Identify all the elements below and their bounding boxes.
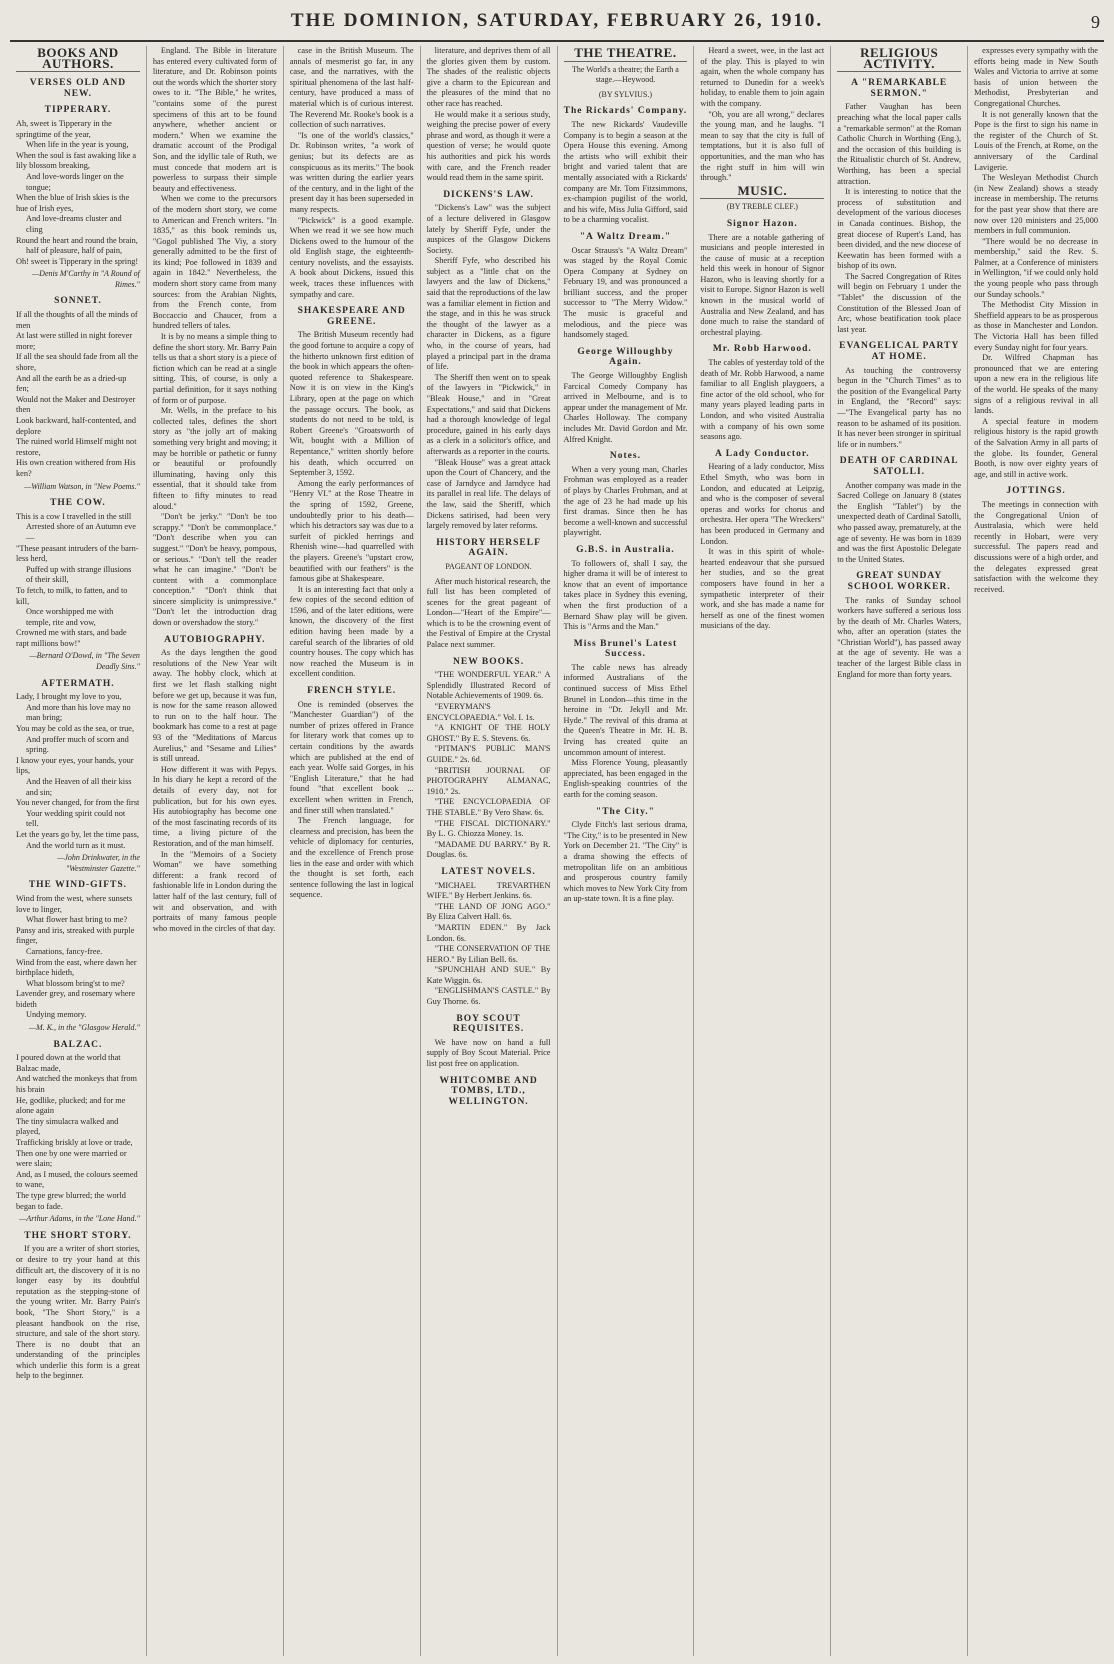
article-subheading: DEATH OF CARDINAL SATOLLI. (839, 456, 959, 477)
poem-line: The tiny simulacra walked and played, (16, 1116, 119, 1137)
poem-line: Trafficking briskly at love or trade, (16, 1138, 133, 1147)
poem-line: Carnations, fancy-free. (26, 946, 103, 956)
article-heading: AUTOBIOGRAPHY. (164, 634, 266, 645)
article-subheading: JOTTINGS. (1006, 486, 1066, 497)
poem-line: He, godlike, plucked; and for me alone again (16, 1095, 126, 1116)
article-paragraph: How different it was with Pepys. In his diary he kept a record of the details of every day, not for publication, but for his own eyes. His autobiography has become one of the most fascinating records of its time, a living picture of the Restoration, and of the man himself. (152, 764, 277, 848)
article-paragraph: The new Rickards' Vaudeville Company is to begin a season at the Opera House this evening. Among the artists who will exhibit their bright and varied talent that are mentally associated with a Rickards' company are Mr. Tom Fitzsimmons, ex-champion pugilist of the world, and his wife, Miss Julia Gifford, said to be a charming vocalist. (563, 119, 688, 225)
article-heading: FRENCH STYLE. (307, 686, 397, 697)
book-listing: "THE WONDERFUL YEAR." A Splendidly Illustrated Record of Notable Achievements of 1909. 6s. (426, 670, 551, 701)
poem-line: And the Heaven of all their kiss and sin; (26, 777, 132, 797)
poem-line: I poured down at the world that Balzac made, (16, 1053, 121, 1073)
article-subheading: A Lady Conductor. (715, 448, 810, 459)
article-paragraph: When a very young man, Charles Frohman was employed as a reader of plays by Charles Frohman, and at the age of 23 he had made up his first dramas. Since then he has become a well-known and successful playwright. (563, 464, 688, 538)
article-paragraph: He would make it a serious study, weighing the precise power of every phrase and word, as though it were a question of verse; he would quote his authorities and pick his words with care, and the French reader would read them in the same spirit. (426, 109, 551, 183)
article-paragraph: In the "Memoirs of a Society Woman" we have something different: a frank record of fashionable life in London during the latter half of the last century, full of wit and observation, and with portraits of many famous people who moved in the circles of that day. (152, 849, 277, 933)
article-paragraph: Among the early performances of "Henry VI." at the Rose Theatre in the spring of 1592, Greene, undoubtedly prior to his death—which his detractors say was due to a surfeit of pickled herrings and Rhenish wine—had quarrelled with the players. Greene's "upstart crow, beautified with our feathers" is the famous gibe at Shakespeare. (289, 478, 414, 584)
article-paragraph: The cable news has already informed Australians of the continued success of Miss Ethel Brunel in London—this time in the heroine in "Dr. Jekyll and Mr. Hyde." The revival of this drama at the Queen's Theatre in Mr. H. B. Irving has created quite an uncommon amount of interest. (563, 662, 688, 757)
section-byline: (BY TREBLE CLEF.) (726, 202, 798, 212)
article-paragraph: After much historical research, the full list has been completed of scenes for the great pageant of London—"Heart of the Empire"—which is to be the crowning event of the Festival of Empire at the Crystal Palace next summer. (426, 576, 551, 650)
poem-title: TIPPERARY. (44, 105, 112, 116)
article-paragraph: Oscar Strauss's "A Waltz Dream" was staged by the Royal Comic Opera Company at Sydney on February 19, and was pronounced a brilliant success, and the proper successor to "The Merry Widow." The music is graceful and melodious, and the piece was handsomely staged. (563, 245, 688, 340)
article-paragraph: Another company was made in the Sacred College on January 8 (states the English "Tablet") by the unexpected death of Cardinal Satolli, who passed away, prematurely, at the age of seventy. He was born in 1839 and was the first Apostolic Delegate to the United States. (837, 480, 962, 564)
section-heading: MUSIC. (700, 186, 824, 200)
article-paragraph: Hearing of a lady conductor, Miss Ethel Smyth, who was born in London, and educated at Leipzig, and who is the composer of several operas and works for chorus and orchestra. Her opera "The Wreckers" has been produced in Germany and London. (700, 462, 825, 546)
novel-listing: "THE LAND OF JONG AGO." By Eliza Calvert Hall. 6s. (426, 901, 551, 922)
article-paragraph: England. The Bible in literature has entered every cultivated form of literature, and Dr. Robinson points out the words which the shorter story owes to it. "The Bible," he writes, "contains some of the purest specimens of this art to be found anywhere, whether ancient or modern." When we examine the dramatic account of the Prodigal Son, and the idyllic tale of Ruth, we must concede that modern art is powerless to surpass their simple beauty and effectiveness. (152, 46, 277, 193)
poem (16, 310, 140, 480)
poem-attribution: —Arthur Adams, in the "Lone Hand." (19, 1214, 140, 1224)
novel-listing: "SPUNCHIAH AND SUE." By Kate Wiggin. 6s. (426, 965, 551, 985)
article-paragraph: It is an interesting fact that only a few copies of the second edition of 1596, and of the later editions, were known, the discovery of the first edition having been made by a careful search of the libraries of old country houses. The copy which has now reached the Museum is in excellent condition. (289, 584, 414, 679)
poem (16, 894, 140, 1021)
book-listing: "PITMAN'S PUBLIC MAN'S GUIDE." 2s. 6d. (426, 744, 551, 764)
poem-line: When life in the year is young, (26, 140, 129, 150)
article-paragraph: Miss Florence Young, pleasantly appreciated, has been engaged in the English-speaking countries of the earth for the coming season. (563, 758, 688, 799)
article-paragraph: One is reminded (observes the "Manchester Guardian") of the number of prizes offered in France for literary work that comes up to certain conditions by the awards which are published at the end of each year. Wolfe said Gorges, in his "English Literature," that he had found "that excellent book ... excellent when written in French, and finer still when translated." (289, 699, 414, 815)
poem-line: At last were stilled in night forever more; (16, 331, 133, 351)
article-paragraph: "Bleak House" was a great attack upon the Court of Chancery, and the case of Jarndyce and Jarndyce had its parallel in real life. The delays of the law, said the Sheriff, which Dickens satirised, had been very largely removed by later reforms. (426, 457, 551, 531)
article-paragraph: case in the British Museum. The annals of mesmerist go far, in any case, and the narratives, with the spiritual phenomena of the last half-century, have produced a mass of material which is of curious interest. The Reverend Mr. Rooke's book is a collection of such narratives. (289, 46, 414, 130)
column-books-and-authors (10, 46, 147, 1656)
poem-line: Ah, sweet is Tipperary in the springtime of the year, (16, 118, 112, 139)
column-books-continued (147, 46, 284, 1656)
poem-title: BALZAC. (53, 1039, 103, 1050)
book-listing: "MADAME DU BARRY." By R. Douglas. 6s. (426, 839, 551, 860)
article-paragraph: Mr. Wells, in the preface to his collected tales, defines the short story as "the jolly art of making something very bright and moving; it may be horrible or pathetic or funny or beautiful or profoundly illuminating, having only this essential, that it should take from fifteen to fifty minutes to read aloud." (152, 406, 277, 511)
column-music (694, 46, 831, 1656)
poem-line: I know your eyes, your hands, your lips, (16, 755, 134, 776)
poem-line: To fetch, to milk, to fatten, and to kill, (16, 585, 128, 606)
poem-line: Oh! sweet is Tipperary in the spring! (16, 256, 139, 266)
article-subheading: A "REMARKABLE SERMON." (851, 78, 948, 99)
column-shakespeare (284, 46, 421, 1656)
poem-line: The type grew blurred; the world began to fade. (16, 1190, 126, 1211)
article-subheading: George Willoughby Again. (577, 346, 674, 368)
article-subheading: Miss Brunel's Latest Success. (573, 638, 678, 660)
article-subheading: Mr. Robb Harwood. (712, 344, 812, 355)
article-subheading: PAGEANT OF LONDON. (445, 561, 532, 571)
poem-line: And proffer much of scorn and spring. (26, 734, 129, 755)
article-paragraph: If you are a writer of short stories, or desire to try your hand at this difficult art, the discovery of it is no longer easy by its doubtful reputation as the stepping-stone of the young writer. Mr. Barry Pain's book, "The Short Story," is a pleasant handbook on the rise, structure, and sale of the short story. There is no doubt that an understanding of the principles which underlie this form is a great help to the beginner. (16, 1244, 140, 1381)
section-heading: RELIGIOUS ACTIVITY. (837, 48, 961, 72)
poem (16, 692, 140, 851)
novel-listing: "MARTIN EDEN." By Jack London. 6s. (426, 922, 551, 943)
poem-attribution: —John Drinkwater, in the "Westminster Gazette." (57, 853, 140, 873)
poem-attribution: —M. K., in the "Glasgow Herald." (28, 1023, 140, 1033)
poem-line: Lavender grey, and rosemary where bideth (16, 989, 136, 1009)
article-heading: THE SHORT STORY. (24, 1230, 132, 1241)
poem-line: Pansy and iris, streaked with purple finger, (16, 925, 135, 946)
article-paragraph: Dr. Wilfred Chapman has pronounced that we are entering upon a new era in the religious life of the world. He speaks of the many signs of a religious revival in all lands. (974, 353, 1098, 416)
poem-line: And the world turn as it must. (26, 840, 126, 850)
column-theatre (558, 46, 695, 1656)
poem-line: And love-dreams cluster and cling (26, 214, 122, 234)
article-paragraph: Clyde Fitch's last serious drama, "The City," is to be presented in New York on December 21. "The City" is a drama showing the effects of metropolitan life on an ambitious and prosperous country family which moves to New York City from an up-state town. It is a fine play. (563, 820, 688, 904)
poem-attribution: —William Watson, in "New Poems." (24, 481, 140, 491)
column-religious-activity (831, 46, 968, 1656)
poem-line: You never changed, for from the first (16, 798, 140, 808)
poem-line: Would not the Maker and Destroyer then (16, 394, 136, 415)
poem-line: What blossom bring'st to me? (26, 978, 125, 988)
poem-line: Crowned me with stars, and bade rapt millions bow!" (16, 628, 127, 648)
masthead-title: THE DOMINION, SATURDAY, FEBRUARY 26, 1910. (290, 10, 824, 31)
poem-line: This is a cow I travelled in the still (16, 511, 132, 521)
poem-line: And watched the monkeys that from his brain (16, 1074, 137, 1095)
poem-line: Undying memory. (26, 1010, 87, 1020)
book-listing: "EVERYMAN'S ENCYCLOPAEDIA." Vol. I. 1s. (426, 702, 535, 722)
article-paragraph: Heard a sweet, wee, in the last act of the play. This is played to win again, when the whole company has returned to Dunedin for a week's holiday, to enable them to join again with the company. (700, 46, 825, 108)
poem-line: Round the heart and round the brain, (16, 235, 138, 245)
article-paragraph: It is interesting to notice that the process of substitution and development of the various dioceses in Canada continues. Bishop, the great diocese of Rupert's Land, has been divided, and the new diocese of Keewatin has been formed with a bishop of its own. (837, 187, 962, 271)
poem-attribution: —Denis M'Carthy in "A Round of Rimes." (32, 269, 140, 289)
article-paragraph: "Is one of the world's classics," Dr. Robinson writes, "a work of genius; but its defects are as conspicuous as its merits." The book was written during the earlier years of the century, and in the light of the present day it has been superseded in many respects. (289, 130, 414, 214)
poem-line: Wind from the east, where dawn her birthplace hideth, (16, 957, 137, 978)
article-paragraph: It is by no means a simple thing to define the short story. Mr. Barry Pain tells us that a short story is a piece of fiction which can be read at a single sitting. This, of course, is only a partial definition, for it says nothing of form or of purpose. (152, 332, 277, 405)
article-subheading: G.B.S. in Australia. (576, 544, 675, 555)
article-heading: LATEST NOVELS. (441, 866, 536, 877)
poem-line: You may be cold as the sea, or true, (16, 724, 135, 734)
poem-line: His own creation withered from His ken? (16, 458, 136, 478)
poem-line: And more than his love may no man bring; (26, 702, 131, 723)
poem-line: The ruined world Himself might not restore, (16, 437, 137, 457)
poem-line: When the soul is fast awaking like a lily blossom breaking, (16, 150, 137, 171)
article-paragraph: The Sheriff then went on to speak of the lawyers in "Pickwick," in "Bleak House," and in "Great Expectations," and said that Dickens had a thorough knowledge of legal procedure, gained in his early days as a clerk in a solicitor's office, and afterwards as a reporter in the courts. (426, 372, 551, 456)
article-paragraph: It is not generally known that the Pope is the first to sign his name in the register of the Church of St. Louis of the French, at Rome, on the anniversary of the Cardinal Lavigerie. (974, 109, 1098, 172)
poem-line: And, as I mused, the colours seemed to wane, (16, 1169, 138, 1190)
article-paragraph: "Dickens's Law" was the subject of a lecture delivered in Glasgow lately by Sheriff Fyfe, under the auspices of the Glasgow Dickens Society. (426, 203, 551, 255)
article-paragraph: The meetings in connection with the Congregational Union of Australasia, which were held recently in Hobart, were very successful. The papers read and discussions were of a high order, and the delegates expressed great satisfaction with the welcome they received. (974, 499, 1098, 594)
section-heading: BOOKS AND AUTHORS. (16, 48, 140, 72)
poem-line: half of pleasure, half of pain, (26, 246, 123, 256)
article-subheading: EVANGELICAL PARTY AT HOME. (839, 341, 960, 363)
poem-line: Arrested shore of an Autumn eve— (26, 522, 136, 542)
article-subheading: "The City." (595, 806, 655, 817)
article-paragraph: We have now on hand a full supply of Boy Scout Material. Price list post free on application. (426, 1037, 551, 1069)
article-paragraph: The Methodist City Mission in Sheffield appears to be as prosperous as those in Manchester and London. The Victoria Hall has been filled every Sunday night for four years. (974, 300, 1098, 352)
article-paragraph: Father Vaughan has been preaching what the local paper calls a "remarkable sermon" at the Roman Catholic Church in Worthing (Eng.), and the occasion of this building is the Ritualistic church of St. Andrew, Worthing, has been a special attraction. (837, 102, 962, 186)
poem-line: If all the thoughts of all the minds of men (16, 310, 138, 330)
masthead (10, 10, 1104, 42)
article-paragraph: "Don't be jerky." "Don't be too scrappy." "Don't be commonplace." "Don't describe when you can suggest." "Don't be heavy, pompous, or serious." "Don't tell the reader what he can imagine." "Don't be content with a commonplace conception." "Don't think that sincere simplicity is unimpressive." "Don't let the introduction drag down or overshadow the story." (152, 512, 277, 628)
poem (16, 119, 140, 267)
poem-title: AFTERMATH. (41, 678, 115, 689)
book-listing: "BRITISH JOURNAL OF PHOTOGRAPHY ALMANAC, 1910." 2s. (426, 765, 551, 796)
poem-line: If all the sea should fade from all the shore, (16, 352, 139, 373)
book-listing: "THE FISCAL DICTIONARY." By L. G. Chiozza Money. 1s. (426, 818, 551, 839)
column-dickens-law (421, 46, 558, 1656)
article-paragraph: "There would be no decrease in membership," said the Rev. S. Palmer, at a Conference of ministers in Wellington, "if we could only hold the young people who pass through our Sunday schools." (974, 236, 1098, 299)
article-heading: DICKENS'S LAW. (443, 189, 534, 200)
column-container (10, 46, 1104, 1656)
poem-line: Then one by one were married or were slain; (16, 1148, 127, 1169)
poem-line: And all the earth be as a dried-up fen; (16, 373, 127, 394)
article-paragraph: Sheriff Fyfe, who described his subject as a "little chat on the lawyers and the law of Dickens," said that the reproductions of the law was a familiar element in fiction and the stage, and in this he was struck the thought of the lawyer as a character in Dickens, as a figure who, in the course of years, had played a principal part in the drama of life. (426, 256, 551, 372)
article-heading: HISTORY HERSELF AGAIN. (436, 537, 541, 559)
poem (16, 512, 140, 650)
article-paragraph: "Pickwick" is a good example. When we read it we see how much Dickens owed to the humour of the old English stage, the eighteenth-century novelists, and the essayists. A book about Dickens, issued this week, traces these influences with sympathy and care. (289, 215, 414, 299)
poem-line: What flower hast bring to me? (26, 915, 128, 925)
poem-attribution: —Bernard O'Dowd, in "The Seven Deadly Sins." (29, 651, 140, 672)
poem-title: THE COW. (50, 498, 106, 509)
article-paragraph: "Oh, you are all wrong," declares the young man, and he laughs. "I mean to say that the city is full of temptations, but it is also full of opportunities, and the man who has the right stuff in him will win through." (700, 109, 825, 183)
article-subheading: Notes. (609, 451, 641, 462)
article-paragraph: When we come to the precursors of the modern short story, we come to American and French writers. "In 1835," as this book reminds us, "Gogol published The Viy, a story generally admitted to be the first of its kind; Poe followed in 1839 and again in 1842." Nevertheless, the modern short story came from many sources: from the Arabian Nights, from the French conte, from Boccaccio and Chaucer, from a hundred tellers of tales. (152, 194, 277, 331)
article-paragraph: A special feature in modern religious history is the rapid growth of the Salvation Army in all parts of the globe. Its founder, General Booth, is now over eighty years of age, and still in active work. (974, 416, 1098, 479)
article-subheading: Signor Hazon. (726, 218, 798, 229)
novel-listing: "THE CONSERVATION OF THE HERO." By Lilian Bell. 6s. (426, 944, 551, 964)
article-paragraph: The French language, for clearness and precision, has been the vehicle of diplomacy for centuries, and the excellence of French prose lies in the ease and order with which the thought is set forth, each sentence following the last in logical sequence. (289, 816, 414, 900)
poem-line: Puffed up with strange illusions of their skill, (26, 564, 132, 585)
section-heading: THE THEATRE. (564, 48, 688, 62)
article-paragraph: The Sacred Congregation of Rites will begin on February 1 under the "Tablet" the discussion of the Constitution of the Blessed Joan of Arc, whose beatification took place last year. (837, 271, 962, 334)
article-heading: SHAKESPEARE AND GREENE. (297, 306, 406, 327)
poem-title: SONNET. (54, 296, 102, 307)
page-number: 9 (1091, 12, 1100, 32)
article-heading: NEW BOOKS. (453, 656, 525, 667)
advertiser-name: WHITCOMBE AND TOMBS, LTD., WELLINGTON. (439, 1075, 538, 1107)
book-listing: "THE ENCYCLOPAEDIA OF THE STABLE." By Vero Shaw. 6s. (426, 797, 551, 817)
article-subheading: GREAT SUNDAY SCHOOL WORKER. (847, 571, 951, 592)
poem-line: Let the years go by, let the time pass, (16, 829, 139, 839)
article-paragraph: The George Willoughby English Farcical Comedy Company has arrived in Melbourne, and is to appear under the management of Mr. Charles Holloway. The company includes Mr. David Gordon and Mr. Alfred Knight. (563, 371, 688, 444)
poem-line: And love-words linger on the tongue; (26, 171, 124, 192)
article-paragraph: The Wesleyan Methodist Church (in New Zealand) shows a steady increase in membership. The returns for the past year show that there are now over 120 ministers and 25,000 members in full communion. (974, 173, 1098, 236)
poem-line: Once worshipped me with temple, rite and vow, (26, 607, 114, 627)
article-paragraph: There are a notable gathering of musicians and people interested in the cause of music at a reception held this week in honour of Signor Hazon, who is leaving shortly for a visit to Europe. Signor Hazon is well known in the musical world of Australia and New Zealand, and has done much to raise the standard of orchestral playing. (700, 232, 825, 337)
section-byline: (BY SYLVIUS.) (598, 89, 653, 99)
poem-title: THE WIND-GIFTS. (28, 880, 128, 891)
poem-line: Wind from the west, where sunsets love to linger, (16, 893, 133, 914)
article-paragraph: The cables of yesterday told of the death of Mr. Robb Harwood, a name familiar to all English playgoers, a fine actor of the old school, who for many years played leading parts in London, and who visited Australia with a company of his own some seasons ago. (700, 358, 825, 442)
poem-line: Your wedding spirit could not tell. (26, 808, 126, 829)
poem (16, 1053, 140, 1212)
poem-line: Look backward, half-contented, and deplore (16, 416, 137, 436)
article-heading: BOY SCOUT REQUISITES. (452, 1013, 525, 1035)
article-paragraph: It was in this spirit of whole-hearted endeavour that she pursued her studies, and so the great composers have found in her a sympathetic interpreter of their work, and she has made a name for herself as one of the finest women musicians of the day. (700, 547, 825, 631)
article-paragraph: To followers of, shall I say, the higher drama it will be of interest to know that an event of importance takes place in Sydney this evening, when the first production of a Bernard Shaw play will be given. This is "Arms and the Man." (563, 558, 688, 632)
poem-line: When the blue of Irish skies is the hue of Irish eyes, (16, 193, 130, 213)
novel-listing: "MICHAEL TREVARTHEN WIFE." By Herbert Jenkins. 6s. (426, 880, 551, 901)
article-paragraph: The British Museum recently had the good fortune to acquire a copy of the hitherto unknown first edition of the book in which appears the often-quoted reference to Shakespeare. Now it is on view in the King's Library, open at the page on which the passage occurs. The book, as students do not need to be told, is Robert Greene's "Groatsworth of Wit, bought with a Million of Repentance," written shortly before his death, which occurred on September 3, 1592. (289, 330, 414, 478)
article-paragraph: As the days lengthen the good resolutions of the New Year wilt away. The hobby clock, which at first we let flash stalking night before we get up, because it was fun, is now for the same reason allowed to run on to the half hour. The bookmark has come to a rest at page 93 of the "Meditations of Marcus Aurelius," and "Sesame and Lilies" is still unread. (152, 648, 277, 764)
poem-line: Lady, I brought my love to you, (16, 692, 122, 702)
article-paragraph: literature, and deprives them of all the glories given them by custom. The shades of the realistic objects give a charm to the Epicurean and the pleasures of the mind that no other race has reached. (426, 46, 551, 108)
poem-line: "These peasant intruders of the barn-less herd, (16, 543, 139, 564)
article-subheading: "A Waltz Dream." (579, 231, 672, 242)
section-epigraph: The World's a theatre; the Earth a stage.—Heywood. (572, 64, 679, 85)
article-heading: VERSES OLD AND NEW. (29, 78, 127, 99)
book-listing: "A KNIGHT OF THE HOLY GHOST." By E. S. Stevens. 6s. (426, 723, 551, 743)
article-paragraph: expresses every sympathy with the efforts being made in New South Wales and Victoria to arrive at some basis of union between the Methodist, Presbyterian and Congregational Churches. (974, 46, 1098, 108)
article-paragraph: The ranks of Sunday school workers have suffered a serious loss by the death of Mr. Charles Waters, who, after an operation (states the "Christian World"), has passed away at the age of seventy. He was a teacher of the largest Bible class in England for more than forty years. (837, 595, 962, 679)
article-paragraph: As touching the controversy begun in the "Church Times" as to the position of the Evangelical Party in England, the "Record" says:—"The Evangelical party has no reason to be ashamed of its position. It has never been stronger in spiritual life or in numbers." (837, 365, 962, 449)
article-subheading: The Rickards' Company. (563, 106, 688, 117)
novel-listing: "ENGLISHMAN'S CASTLE." By Guy Thorne. 6s. (426, 986, 551, 1007)
column-religious-continued (968, 46, 1104, 1656)
